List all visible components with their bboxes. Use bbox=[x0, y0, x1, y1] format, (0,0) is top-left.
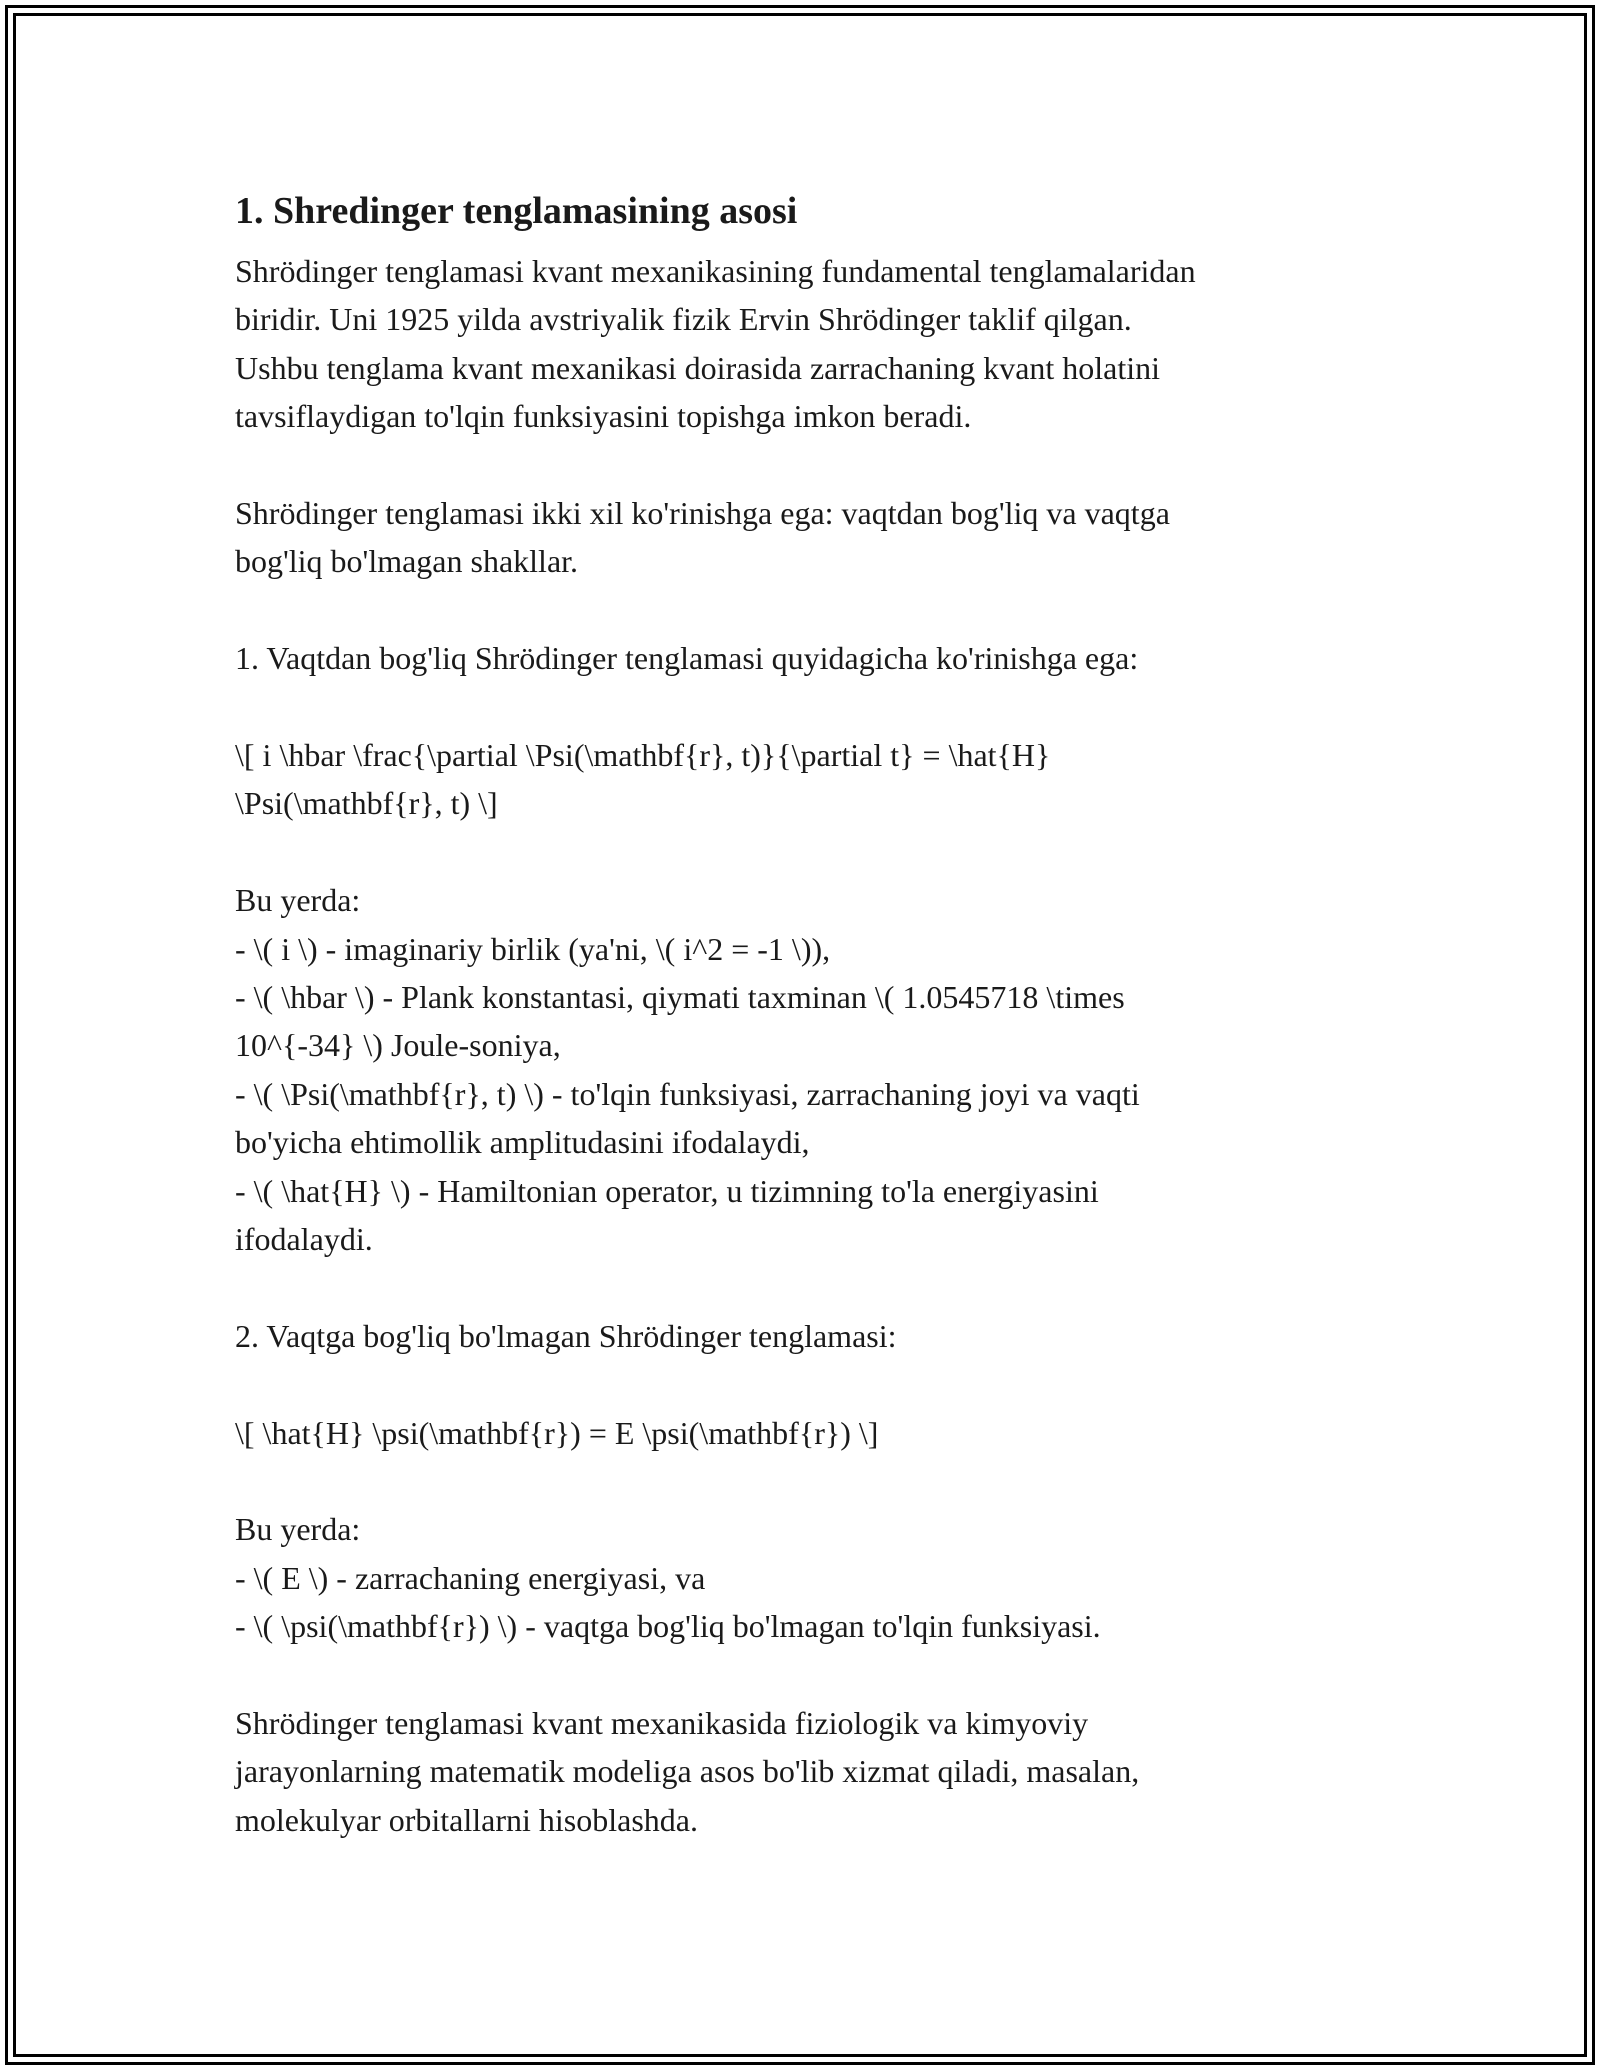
paragraph bbox=[235, 876, 1385, 1263]
text-line: - \( \psi(\mathbf{r}) \) - vaqtga bog'liq bo'lmagan to'lqin funksiyasi. bbox=[235, 1608, 1101, 1645]
text-line: biridir. Uni 1925 yilda avstriyalik fizik Ervin Shrödinger taklif qilgan. bbox=[235, 301, 1132, 338]
text-line: \[ i \hbar \frac{\partial \Psi(\mathbf{r}, t)}{\partial t} = \hat{H} bbox=[235, 737, 1051, 774]
paragraph-list bbox=[235, 247, 1385, 1844]
text-line: Shrödinger tenglamasi kvant mexanikasida fiziologik va kimyoviy bbox=[235, 1705, 1089, 1742]
text-line: 1. Vaqtdan bog'liq Shrödinger tenglamasi quyidagicha ko'rinishga ega: bbox=[235, 640, 1139, 677]
text-line: \Psi(\mathbf{r}, t) \] bbox=[235, 785, 498, 822]
paragraph bbox=[235, 731, 1385, 828]
text-line: molekulyar orbitallarni hisoblashda. bbox=[235, 1801, 698, 1838]
text-line: - \( \Psi(\mathbf{r}, t) \) - to'lqin funksiyasi, zarrachaning joyi va vaqti bbox=[235, 1075, 1140, 1112]
text-line: Shrödinger tenglamasi ikki xil ko'rinishga ega: vaqtdan bog'liq va vaqtga bbox=[235, 495, 1170, 532]
text-line: jarayonlarning matematik modeliga asos bo'lib xizmat qiladi, masalan, bbox=[235, 1753, 1140, 1790]
text-line: Ushbu tenglama kvant mexanikasi doirasida zarrachaning kvant holatini bbox=[235, 349, 1161, 386]
paragraph bbox=[235, 1312, 1385, 1360]
text-line: bog'liq bo'lmagan shakllar. bbox=[235, 543, 579, 580]
text-line: - \( \hat{H} \) - Hamiltonian operator, u tizimning to'la energiyasini bbox=[235, 1172, 1099, 1209]
text-line: ifodalaydi. bbox=[235, 1221, 373, 1258]
text-line: bo'yicha ehtimollik amplitudasini ifodalaydi, bbox=[235, 1124, 810, 1161]
section-heading: 1. Shredinger tenglamasining asosi bbox=[235, 190, 798, 232]
text-line: \[ \hat{H} \psi(\mathbf{r}) = E \psi(\mathbf{r}) \] bbox=[235, 1414, 879, 1451]
paragraph bbox=[235, 489, 1385, 586]
text-line: tavsiflaydigan to'lqin funksiyasini topishga imkon beradi. bbox=[235, 398, 972, 435]
text-line: Shrödinger tenglamasi kvant mexanikasining fundamental tenglamalaridan bbox=[235, 253, 1196, 289]
paragraph bbox=[235, 1505, 1385, 1650]
paragraph bbox=[235, 634, 1385, 682]
text-line: 2. Vaqtga bog'liq bo'lmagan Shrödinger tenglamasi: bbox=[235, 1317, 897, 1354]
document-body bbox=[235, 185, 1385, 1844]
paragraph bbox=[235, 1409, 1385, 1457]
text-line: - \( i \) - imaginariy birlik (ya'ni, \( i^2 = -1 \)), bbox=[235, 930, 831, 967]
paragraph bbox=[235, 1699, 1385, 1844]
text-line: Bu yerda: bbox=[235, 882, 361, 919]
paragraph bbox=[235, 247, 1385, 441]
text-line: - \( E \) - zarrachaning energiyasi, va bbox=[235, 1559, 706, 1596]
text-line: Bu yerda: bbox=[235, 1511, 361, 1548]
text-line: - \( \hbar \) - Plank konstantasi, qiymati taxminan \( 1.0545718 \times bbox=[235, 979, 1125, 1016]
text-line: 10^{-34} \) Joule-soniya, bbox=[235, 1027, 561, 1064]
